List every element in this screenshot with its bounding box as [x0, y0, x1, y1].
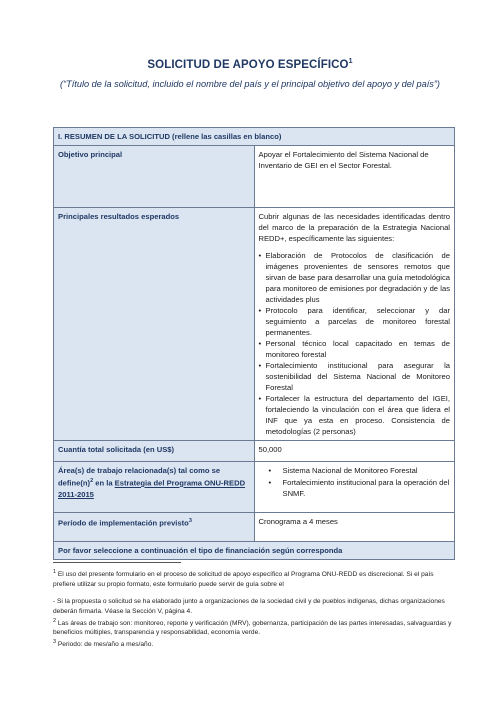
list-item: • Elaboración de Protocolos de clasificación de imágenes provenientes de sensores remotos que sirvan de base para desarrollar una guía metodológica para monitoreo de emisiones por degradación y de las actividades plus — [259, 250, 451, 305]
footnote-ref-1: 1 — [348, 58, 353, 65]
field-objetivo[interactable]: Apoyar el Fortalecimiento del Sistema Nacional de Inventario de GEI en el Sector Forestal. — [254, 146, 455, 208]
resultados-list — [259, 250, 451, 437]
row-resultados — [54, 208, 455, 441]
section-header-row — [54, 128, 455, 146]
financing-row — [54, 542, 455, 560]
row-periodo — [54, 513, 455, 542]
field-areas[interactable] — [254, 462, 455, 513]
list-item: • Sistema Nacional de Monitoreo Forestal — [259, 465, 451, 476]
row-cuantia — [54, 441, 455, 462]
footnote-separator — [53, 562, 181, 563]
section-heading: I. RESUMEN DE LA SOLICITUD (rellene las casillas en blanco) — [54, 128, 455, 146]
footnote-2: $^2$ Las áreas de trabajo son: monitoreo, reporte y verificación (MRV), gobernanza, participación de las partes interesadas, salvaguardas y beneficios múltiples, transparencia y responsabilidad, economía verde. — [53, 617, 452, 637]
row-objetivo — [54, 146, 455, 208]
footnote-3: $^3$ Periodo: de mes/año a mes/año. — [53, 638, 154, 649]
list-item: • Personal técnico local capacitado en temas de monitoreo forestal — [259, 338, 451, 360]
list-item: • Fortalecimiento institucional para asegurar la sostenibilidad del Sistema Nacional de Monitoreo Forestal — [259, 360, 451, 393]
areas-list — [259, 465, 451, 499]
document-title: SOLICITUD DE APOYO ESPECÍFICO$^1$ — [147, 58, 353, 71]
footnote-ref-3: 3 — [188, 518, 192, 524]
document-subtitle: (“Título de la solicitud, incluido el nombre del país y el principal objetivo del apoyo y del país”) — [60, 79, 440, 89]
request-summary-table — [53, 127, 455, 560]
footnote-1: $^1$ El uso del presente formulario en el proceso de solicitud de apoyo específico al Programa ONU-REDD es discrecional. Si el país prefiere utilizar su propio formato, este formulario puede servir de guía sobre el — [53, 569, 434, 588]
resultados-intro: Cubrir algunas de las necesidades identificadas dentro del marco de la preparación de la Estrategia Nacional REDD+, específicamente las siguientes: — [258, 212, 450, 243]
financing-prompt: Por favor seleccione a continuación el tipo de financiación según corresponda — [54, 542, 455, 560]
footnotes — [53, 568, 453, 650]
field-cuantia[interactable]: 50,000 — [254, 441, 455, 462]
row-areas — [54, 462, 455, 513]
list-item: • Protocolo para identificar, seleccionar y dar seguimiento a parcelas de monitoreo forestal permanentes. — [259, 305, 451, 338]
footnote-1-continued: - Si la propuesta o solicitud se ha elaborado junto a organizaciones de la sociedad civil y de pueblos indígenas, dichas organizaciones deberán firmarla. Véase la Sección V, página 4. — [53, 598, 445, 615]
field-periodo[interactable]: Cronograma a 4 meses — [254, 513, 455, 542]
strategy-link[interactable]: Estrategia del Programa ONU-REDD 2011-2015 — [58, 478, 246, 499]
footnote-ref-2: 2 — [90, 478, 94, 484]
label-cuantia: Cuantía total solicitada (en US$) — [54, 441, 255, 462]
field-resultados[interactable] — [254, 208, 455, 441]
list-item: • Fortalecer la estructura del departamento del IGEI, fortaleciendo la vinculación con el área que lidera el INF que ya esta en proceso. Consistencia de metodologías (2 personas) — [259, 393, 451, 437]
label-resultados: Principales resultados esperados — [54, 208, 255, 441]
list-item: • Fortalecimiento institucional para la operación del SNMF. — [259, 477, 451, 499]
label-periodo: Período de implementación previsto$^3$ — [54, 513, 255, 542]
label-objetivo: Objetivo principal — [54, 146, 255, 208]
label-areas: Área(s) de trabajo relacionada(s) tal como se $define(n)^2$ en la Estrategia del Programa ONU-REDD 2011-2015 — [54, 462, 255, 513]
